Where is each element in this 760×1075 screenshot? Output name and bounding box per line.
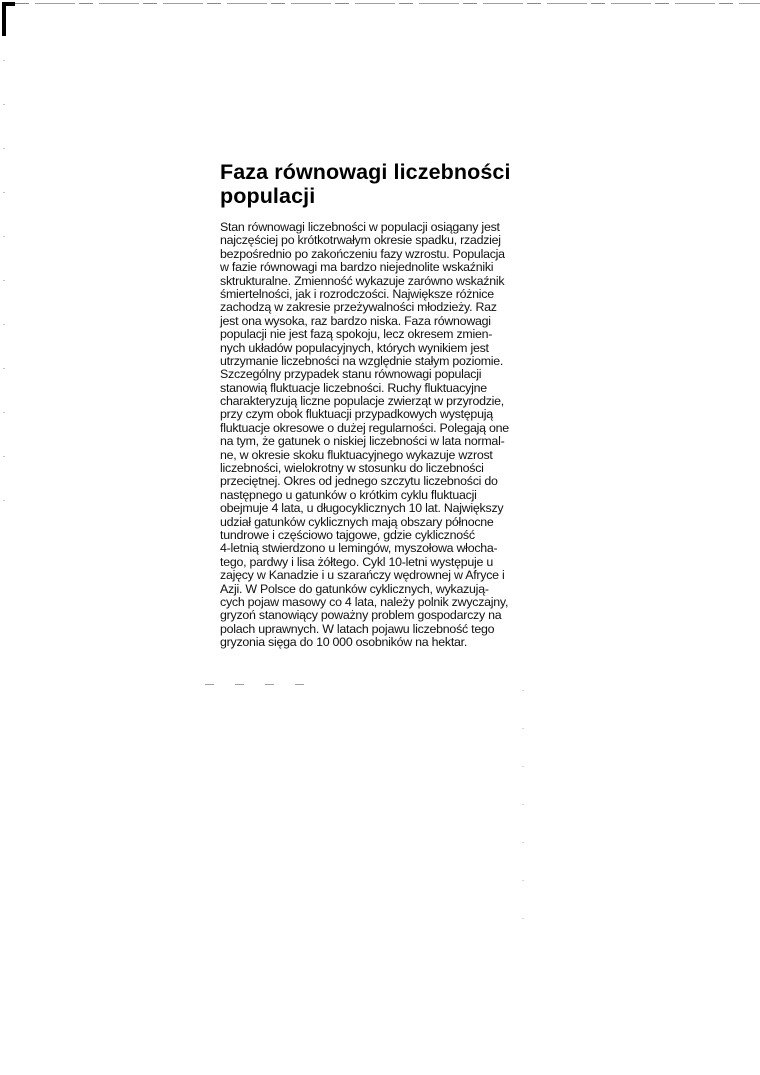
body-line: Azji. W Polsce do gatunków cyklicznych, wykazują- — [220, 581, 489, 596]
article-title — [220, 160, 540, 208]
body-line: Stan równowagi liczebności w populacji osiągany jest — [220, 220, 500, 234]
body-line: gryzonia sięga do 10 000 osobników na hektar. — [220, 635, 468, 650]
body-line: liczebności, wielokrotny w stosunku do liczebności — [220, 461, 484, 476]
body-line: cych pojaw masowy co 4 lata, należy polnik zwyczajny, — [220, 594, 509, 609]
body-line: charakteryzują liczne populacje zwierząt w przyrodzie, — [220, 394, 505, 409]
body-line: gryzoń stanowiący poważny problem gospodarczy na — [220, 608, 502, 623]
scan-footer-dashes — [205, 684, 315, 685]
body-line: na tym, że gatunek o niskiej liczebności w lata normal- — [220, 434, 505, 449]
body-line: nych układów populacyjnych, których wynikiem jest — [220, 340, 489, 355]
article-body — [220, 221, 535, 650]
body-line: ne, w okresie skoku fluktuacyjnego wykazuje wzrost — [220, 447, 493, 462]
scan-corner-mark — [0, 0, 16, 40]
body-line: populacji nie jest fazą spokoju, lecz okresem zmien- — [220, 327, 493, 342]
body-line: następnego u gatunków o krótkim cyklu fluktuacji — [220, 487, 477, 502]
body-line: przy czym obok fluktuacji przypadkowych występują — [220, 407, 493, 422]
body-line: tundrowe i częściowo tajgowe, gdzie cykliczność — [220, 527, 475, 542]
body-line: 4-letnią stwierdzono u lemingów, myszołowa włocha- — [220, 541, 498, 556]
scan-top-edge-line — [15, 3, 760, 4]
body-line: utrzymanie liczebności na względnie stałym poziomie. — [220, 353, 504, 368]
body-line: jest ona wysoka, raz bardzo niska. Faza równowagi — [220, 313, 491, 328]
body-line: zachodzą w zakresie przeżywalności młodzieży. Raz — [220, 300, 497, 315]
body-line: obejmuje 4 lata, u długocyklicznych 10 lat. Największy — [220, 501, 504, 516]
body-line: w fazie równowagi ma bardzo niejednolite wskaźniki — [220, 260, 494, 275]
body-line: Szczególny przypadek stanu równowagi populacji — [220, 367, 482, 382]
body-line: najczęściej po krótkotrwałym okresie spadku, rzadziej — [220, 233, 501, 248]
body-line: udział gatunków cyklicznych mają obszary północne — [220, 514, 494, 529]
body-line: zajęcy w Kanadzie i u szarańczy wędrownej w Afryce i — [220, 568, 505, 583]
body-line: przeciętnej. Okres od jednego szczytu liczebności do — [220, 474, 498, 489]
body-line: śmiertelności, jak i rozrodczości. Największe różnice — [220, 286, 494, 301]
body-line: sktrukturalne. Zmienność wykazuje zarówno wskaźnik — [220, 273, 505, 288]
article-title-line: populacji — [220, 184, 316, 208]
scan-left-edge-specks — [3, 60, 5, 540]
body-line: polach uprawnych. W latach pojawu liczebność tego — [220, 621, 495, 636]
body-line: fluktuacje okresowe o dużej regularności. Polegają one — [220, 420, 509, 435]
body-line: stanowią fluktuacje liczebności. Ruchy fluktuacyjne — [220, 380, 487, 395]
body-line: tego, pardwy i lisa żółtego. Cykl 10-letni występuje u — [220, 554, 494, 569]
article-title-line: Faza równowagi liczebności — [220, 160, 511, 184]
scan-right-specks — [522, 690, 524, 940]
body-line: bezpośrednio po zakończeniu fazy wzrostu. Populacja — [220, 246, 505, 261]
